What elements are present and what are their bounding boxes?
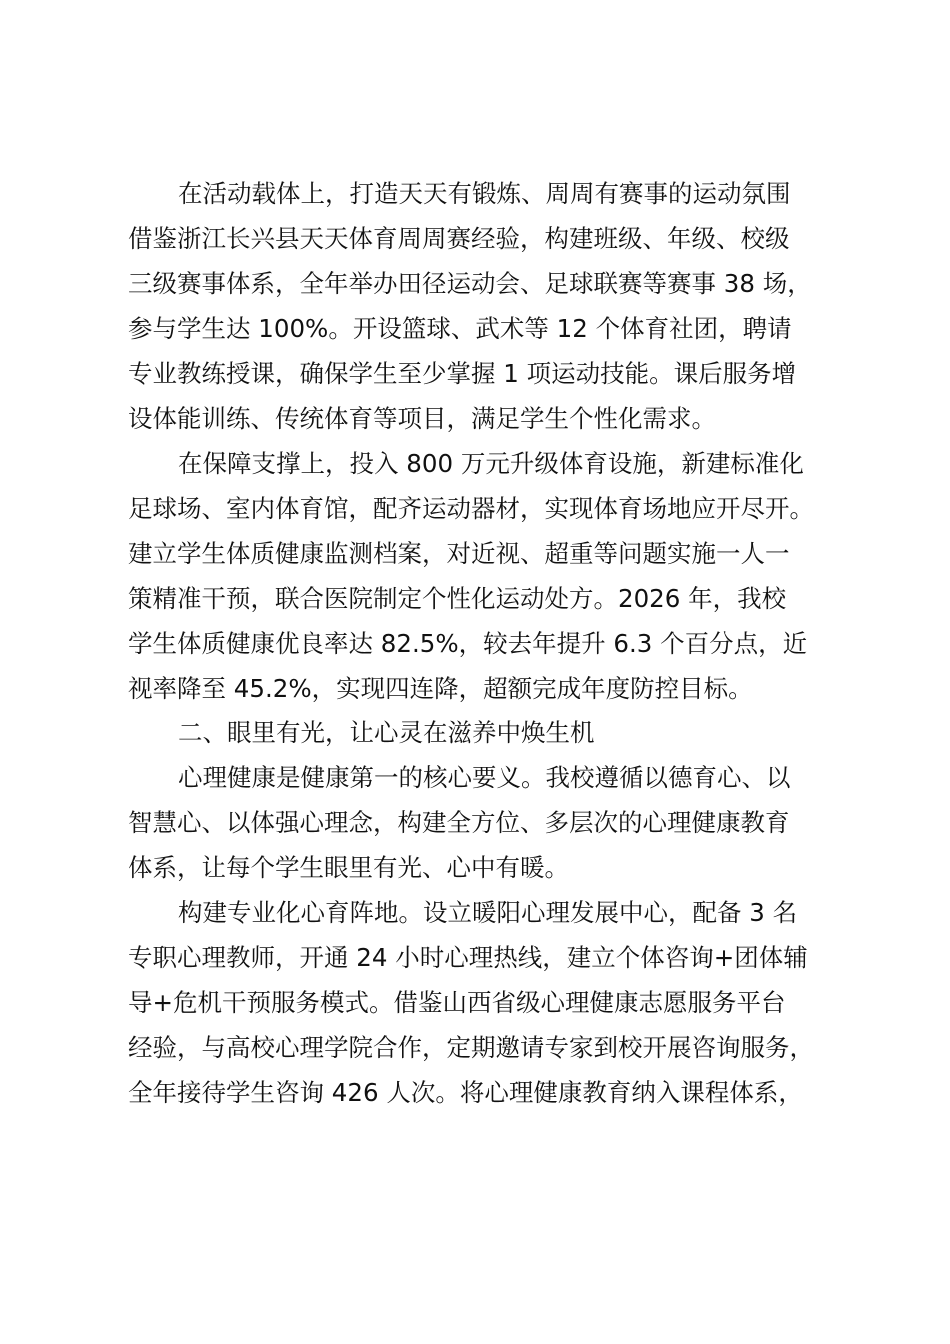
paragraph-line: 专职心理教师，开通 24 小时心理热线，建立个体咨询+团体辅	[128, 943, 808, 972]
paragraph-line: 在保障支撑上，投入 800 万元升级体育设施，新建标准化	[178, 449, 804, 478]
paragraph-line: 智慧心、以体强心理念，构建全方位、多层次的心理健康教育	[128, 808, 790, 837]
paragraph-line: 在活动载体上，打造天天有锻炼、周周有赛事的运动氛围	[178, 179, 791, 208]
paragraph-line: 设体能训练、传统体育等项目，满足学生个性化需求。	[128, 404, 716, 433]
paragraph-line: 经验，与高校心理学院合作，定期邀请专家到校开展咨询服务，	[128, 1033, 814, 1062]
paragraph-line: 三级赛事体系，全年举办田径运动会、足球联赛等赛事 38 场，	[128, 269, 812, 298]
paragraph-line: 导+危机干预服务模式。借鉴山西省级心理健康志愿服务平台	[128, 988, 786, 1017]
paragraph-line: 视率降至 45.2%，实现四连降，超额完成年度防控目标。	[128, 674, 753, 703]
paragraph-line: 建立学生体质健康监测档案，对近视、超重等问题实施一人一	[128, 539, 790, 568]
paragraph-line: 借鉴浙江长兴县天天体育周周赛经验，构建班级、年级、校级	[128, 224, 790, 253]
section-heading: 二、眼里有光，让心灵在滋养中焕生机	[178, 718, 595, 747]
paragraph-line: 策精准干预，联合医院制定个性化运动处方。2026 年，我校	[128, 584, 787, 613]
paragraph-line: 构建专业化心育阵地。设立暖阳心理发展中心，配备 3 名	[178, 898, 798, 927]
paragraph-line: 参与学生达 100%。开设篮球、武术等 12 个体育社团，聘请	[128, 314, 792, 343]
paragraph-line: 全年接待学生咨询 426 人次。将心理健康教育纳入课程体系，	[128, 1078, 803, 1107]
paragraph-line: 体系，让每个学生眼里有光、心中有暖。	[128, 853, 569, 882]
paragraph-line: 学生体质健康优良率达 82.5%，较去年提升 6.3 个百分点，近	[128, 629, 808, 658]
paragraph-line: 专业教练授课，确保学生至少掌握 1 项运动技能。课后服务增	[128, 359, 797, 388]
paragraph-line: 足球场、室内体育馆，配齐运动器材，实现体育场地应开尽开。	[128, 494, 814, 523]
paragraph-line: 心理健康是健康第一的核心要义。我校遵循以德育心、以	[178, 763, 791, 792]
